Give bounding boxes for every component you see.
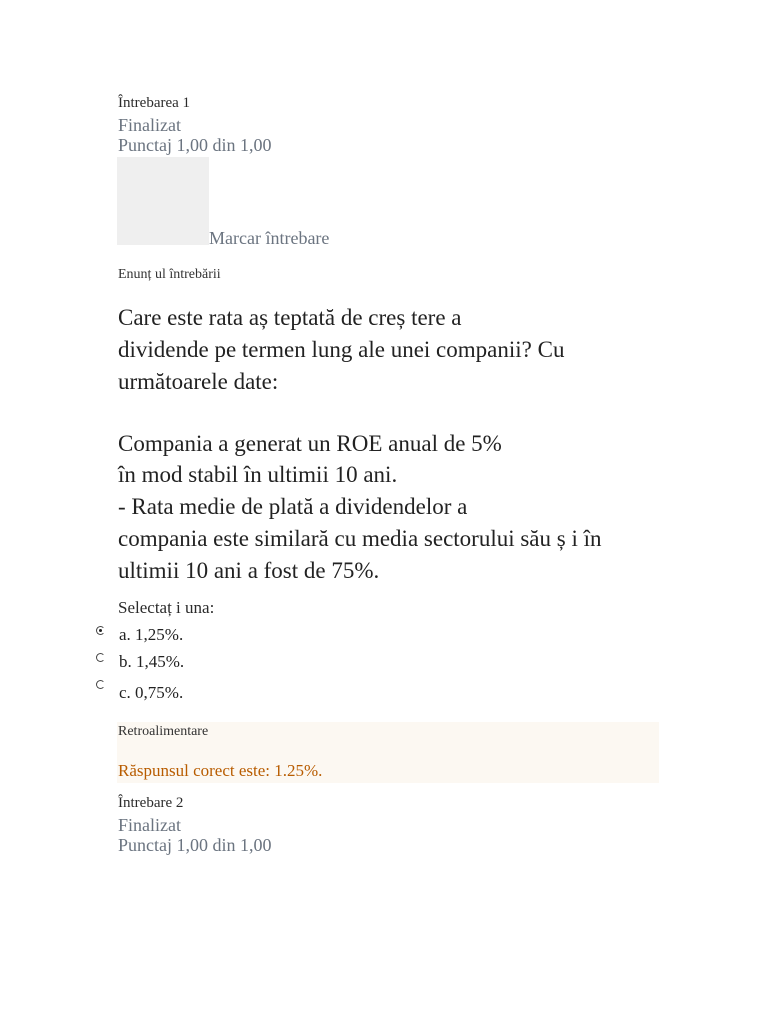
question-text-line-3: următoarele date: (118, 369, 279, 394)
option-a-radio[interactable] (96, 626, 105, 635)
flag-icon-placeholder[interactable] (117, 157, 209, 245)
question-2-number: Întrebare 2 (118, 795, 184, 811)
option-c-radio[interactable] (96, 680, 105, 689)
option-b-radio[interactable] (96, 653, 105, 662)
flag-question-link[interactable]: Marcar întrebare (209, 228, 330, 248)
question-statement-label: Enunț ul întrebării (118, 267, 221, 282)
option-a-label[interactable]: a. 1,25%. (119, 625, 184, 644)
question-text-line-6: - Rata medie de plată a dividendelor a (118, 494, 468, 519)
select-one-label: Selectaț i una: (118, 598, 215, 617)
question-state: Finalizat (118, 115, 181, 135)
correct-answer-text: Răspunsul corect este: 1.25%. (118, 761, 323, 780)
question-text-line-7: compania este similară cu media sectorului său ș i în (118, 526, 602, 551)
question-number: Întrebarea 1 (118, 95, 191, 111)
question-grade: Punctaj 1,00 din 1,00 (118, 135, 272, 155)
question-text-line-1: Care este rata aș teptată de creș tere a (118, 305, 462, 330)
question-2-state: Finalizat (118, 815, 181, 835)
option-c-label[interactable]: c. 0,75%. (119, 683, 184, 702)
question-text-line-2: dividende pe termen lung ale unei companii? Cu (118, 337, 565, 362)
question-text-line-4: Compania a generat un ROE anual de 5% (118, 431, 502, 456)
question-2-grade: Punctaj 1,00 din 1,00 (118, 835, 272, 855)
question-text-line-5: în mod stabil în ultimii 10 ani. (118, 462, 398, 487)
question-text-line-8: ultimii 10 ani a fost de 75%. (118, 558, 380, 583)
option-b-label[interactable]: b. 1,45%. (119, 652, 185, 671)
feedback-label: Retroalimentare (118, 724, 209, 739)
